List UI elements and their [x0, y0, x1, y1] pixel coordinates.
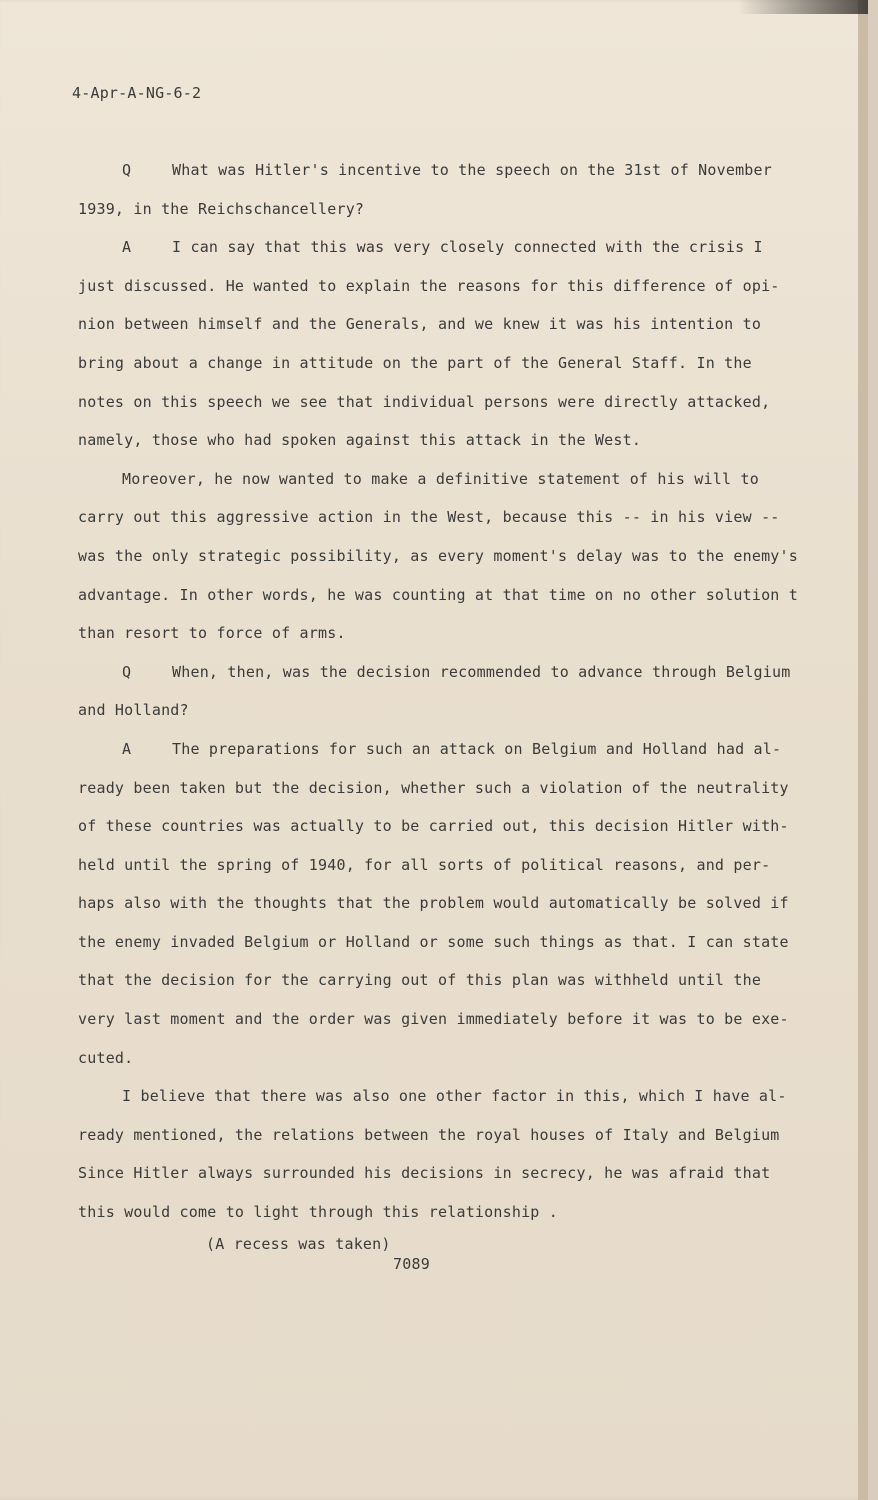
recess-note: (A recess was taken) [206, 1234, 391, 1253]
transcript-line: just discussed. He wanted to explain the reasons for this difference of opi- [78, 276, 780, 295]
transcript-line: bring about a change in attitude on the part of the General Staff. In the [78, 353, 752, 372]
transcript-line: Q What was Hitler's incentive to the speech on the 31st of November [78, 151, 838, 190]
transcript-line: very last moment and the order was given immediately before it was to be exe- [78, 1010, 789, 1029]
transcript-line: I believe that there was also one other factor in this, which I have al- [122, 1087, 787, 1106]
transcript-line: ready been taken but the decision, whether such a violation of the neutrality [78, 778, 789, 797]
transcript-line: cuted. [78, 1048, 134, 1067]
transcript-line: A The preparations for such an attack on Belgium and Holland had al- [78, 730, 838, 769]
page-number: 7089 [393, 1255, 430, 1273]
transcript-line: haps also with the thoughts that the problem would automatically be solved if [78, 894, 789, 913]
transcript-line: the enemy invaded Belgium or Holland or some such things as that. I can state [78, 932, 789, 951]
transcript-line: Q When, then, was the decision recommended to advance through Belgium [78, 653, 838, 692]
transcript-line: that the decision for the carrying out of this plan was withheld until the [78, 971, 762, 990]
page-edge [858, 0, 868, 1500]
question-label: Q [122, 662, 132, 681]
transcript-line: nion between himself and the Generals, and we knew it was his intention to [78, 315, 762, 334]
transcript-line: Moreover, he now wanted to make a definitive statement of his will to [122, 469, 759, 488]
question-label: Q [122, 161, 132, 179]
answer-label: A [122, 238, 132, 257]
transcript-line: of these countries was actually to be carried out, this decision Hitler with- [78, 817, 789, 836]
transcript-line: was the only strategic possibility, as every moment's delay was to the enemy's [78, 546, 798, 565]
transcript-line: this would come to light through this relationship . [78, 1203, 558, 1222]
transcript-line: than resort to force of arms. [78, 624, 346, 643]
top-edge-stain [738, 0, 868, 14]
transcript-line: carry out this aggressive action in the West, because this -- in his view -- [78, 508, 780, 527]
transcript-line: namely, those who had spoken against this attack in the West. [78, 431, 642, 450]
transcript-line: A I can say that this was very closely connected with the crisis I [78, 228, 838, 267]
transcript-line: held until the spring of 1940, for all sorts of political reasons, and per- [78, 855, 771, 874]
transcript-body [78, 151, 838, 1256]
answer-label: A [122, 739, 132, 758]
transcript-line: ready mentioned, the relations between the royal houses of Italy and Belgium [78, 1125, 780, 1144]
transcript-line: advantage. In other words, he was counting at that time on no other solution t [78, 585, 798, 604]
transcript-line: Since Hitler always surrounded his decisions in secrecy, he was afraid that [78, 1164, 771, 1183]
transcript-line: and Holland? [78, 701, 189, 720]
transcript-line: 1939, in the Reichschancellery? [78, 199, 365, 218]
transcript-line: notes on this speech we see that individual persons were directly attacked, [78, 392, 771, 411]
document-header-code: 4-Apr-A-NG-6-2 [72, 84, 202, 102]
